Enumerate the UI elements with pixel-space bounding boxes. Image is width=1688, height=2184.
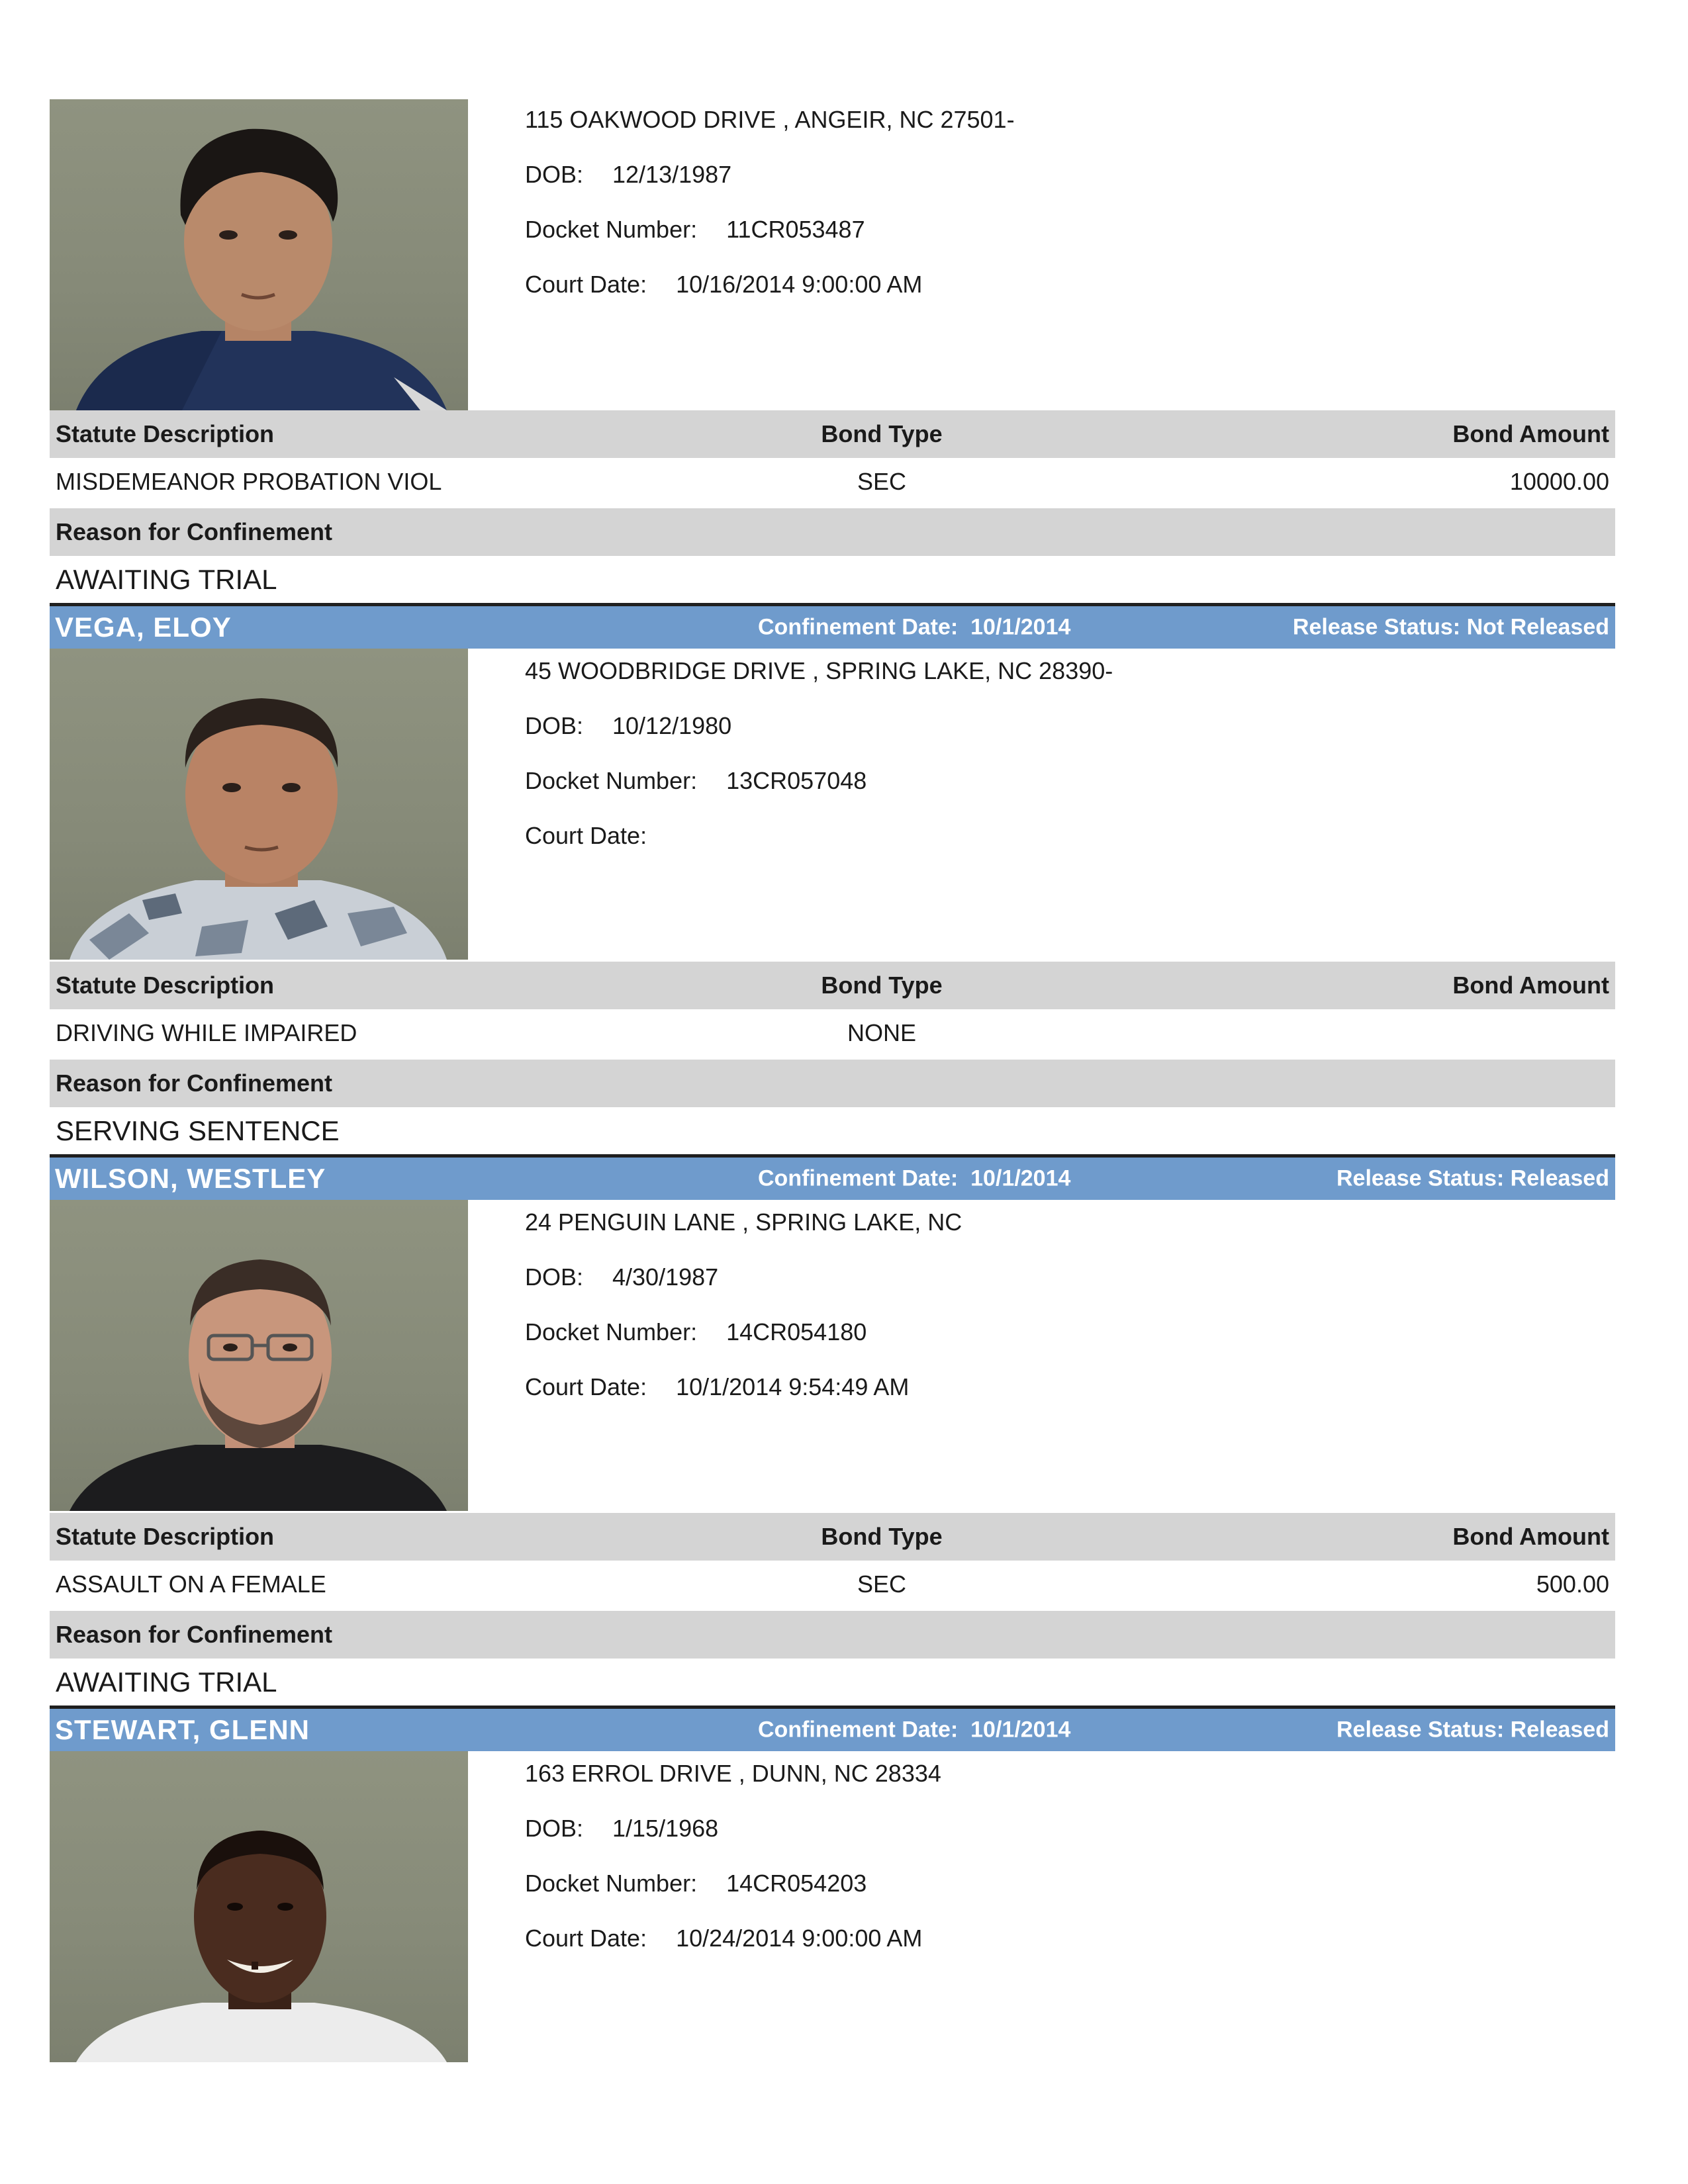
charge-row	[50, 458, 1615, 506]
dob-label: DOB:	[525, 1815, 584, 1842]
reason-header	[50, 1611, 1615, 1659]
inmate-name: WILSON, WESTLEY	[55, 1163, 326, 1194]
inmate-photo	[50, 1751, 468, 2062]
dob-label: DOB:	[525, 161, 584, 188]
docket-line	[525, 1320, 867, 1344]
docket-label: Docket Number:	[525, 1318, 698, 1345]
inmate-header	[50, 1154, 1615, 1200]
inmate-photo	[50, 1200, 468, 1511]
statute-value: MISDEMEANOR PROBATION VIOL	[56, 468, 442, 495]
docket-value: 14CR054180	[726, 1318, 867, 1345]
release-status	[1336, 1717, 1609, 1743]
dob-value: 10/12/1980	[612, 712, 732, 739]
bond-amount-header: Bond Amount	[1452, 420, 1609, 447]
docket-value: 13CR057048	[726, 767, 867, 794]
statute-value: ASSAULT ON A FEMALE	[56, 1570, 326, 1598]
mugshot-camo-shirt-icon	[50, 649, 468, 960]
docket-value: 11CR053487	[726, 216, 865, 243]
docket-label: Docket Number:	[525, 1870, 698, 1897]
inmate-photo	[50, 99, 468, 410]
charge-table-header	[50, 410, 1615, 458]
bond-amount-value: 500.00	[1536, 1570, 1609, 1598]
confinement-date	[758, 1717, 1070, 1743]
docket-line	[525, 218, 865, 242]
reason-label: Reason for Confinement	[56, 1069, 333, 1097]
bond-amount-header: Bond Amount	[1452, 972, 1609, 999]
court-date-label: Court Date:	[525, 271, 647, 298]
dob-label: DOB:	[525, 712, 584, 739]
confinement-date	[758, 615, 1070, 641]
dob-line	[525, 1817, 718, 1841]
bond-type-value: SEC	[857, 1570, 907, 1598]
dob-value: 12/13/1987	[612, 161, 732, 188]
confinement-date-label: Confinement Date:	[758, 1717, 959, 1743]
reason-value: AWAITING TRIAL	[56, 564, 277, 595]
release-status-label: Release Status:	[1292, 614, 1461, 640]
reason-value: SERVING SENTENCE	[56, 1115, 340, 1146]
address: 115 OAKWOOD DRIVE , ANGEIR, NC 27501-	[525, 106, 1015, 133]
statute-header: Statute Description	[56, 1523, 275, 1550]
confinement-date-value: 10/1/2014	[970, 1717, 1071, 1743]
docket-label: Docket Number:	[525, 767, 698, 794]
bond-amount-value: 10000.00	[1509, 468, 1609, 495]
inmate-photo	[50, 649, 468, 960]
dob-value: 1/15/1968	[612, 1815, 719, 1842]
docket-value: 14CR054203	[726, 1870, 867, 1897]
bond-type-value: SEC	[857, 468, 907, 495]
charge-row	[50, 1009, 1615, 1057]
release-status	[1336, 1166, 1609, 1192]
inmate-header	[50, 603, 1615, 649]
dob-line	[525, 163, 731, 187]
release-status-value: Not Released	[1466, 614, 1609, 640]
court-date-line	[525, 1375, 909, 1399]
court-date-label: Court Date:	[525, 1373, 647, 1400]
bond-type-value: NONE	[847, 1019, 917, 1046]
mugshot-dark-jacket-icon	[50, 99, 468, 410]
bond-type-header: Bond Type	[821, 972, 943, 999]
mugshot-white-shirt-icon	[50, 1751, 468, 2062]
court-date-value: 10/1/2014 9:54:49 AM	[676, 1373, 910, 1400]
court-date-label: Court Date:	[525, 822, 647, 849]
dob-line	[525, 714, 731, 738]
confinement-date-label: Confinement Date:	[758, 614, 959, 640]
release-status-value: Released	[1510, 1717, 1609, 1743]
inmate-name: STEWART, GLENN	[55, 1714, 310, 1745]
court-date-line	[525, 824, 676, 848]
court-date-line	[525, 1927, 922, 1950]
confinement-date-value: 10/1/2014	[970, 1165, 1071, 1191]
court-date-value: 10/24/2014 9:00:00 AM	[676, 1925, 923, 1952]
dob-line	[525, 1265, 718, 1289]
charge-row	[50, 1561, 1615, 1608]
statute-value: DRIVING WHILE IMPAIRED	[56, 1019, 357, 1046]
charge-table-header	[50, 1513, 1615, 1561]
court-date-line	[525, 273, 922, 296]
reason-label: Reason for Confinement	[56, 1621, 333, 1648]
bond-amount-header: Bond Amount	[1452, 1523, 1609, 1550]
dob-label: DOB:	[525, 1263, 584, 1291]
inmate-header	[50, 1706, 1615, 1751]
dob-value: 4/30/1987	[612, 1263, 719, 1291]
confinement-date	[758, 1166, 1070, 1192]
bond-type-header: Bond Type	[821, 1523, 943, 1550]
court-date-value: 10/16/2014 9:00:00 AM	[676, 271, 923, 298]
address: 24 PENGUIN LANE , SPRING LAKE, NC	[525, 1208, 962, 1236]
release-status-label: Release Status:	[1336, 1717, 1505, 1743]
confinement-date-label: Confinement Date:	[758, 1165, 959, 1191]
charge-table-header	[50, 962, 1615, 1009]
address: 163 ERROL DRIVE , DUNN, NC 28334	[525, 1760, 941, 1787]
release-status	[1293, 615, 1609, 641]
docket-label: Docket Number:	[525, 216, 698, 243]
inmate-name: VEGA, ELOY	[55, 612, 232, 643]
release-status-value: Released	[1510, 1165, 1609, 1191]
docket-line	[525, 769, 867, 793]
statute-header: Statute Description	[56, 420, 275, 447]
reason-header	[50, 508, 1615, 556]
address: 45 WOODBRIDGE DRIVE , SPRING LAKE, NC 28390-	[525, 657, 1113, 684]
confinement-date-value: 10/1/2014	[970, 614, 1071, 640]
statute-header: Statute Description	[56, 972, 275, 999]
release-status-label: Release Status:	[1336, 1165, 1505, 1191]
reason-value: AWAITING TRIAL	[56, 1666, 277, 1698]
bond-type-header: Bond Type	[821, 420, 943, 447]
docket-line	[525, 1872, 867, 1895]
reason-header	[50, 1060, 1615, 1107]
court-date-label: Court Date:	[525, 1925, 647, 1952]
reason-label: Reason for Confinement	[56, 518, 333, 545]
mugshot-glasses-icon	[50, 1200, 468, 1511]
